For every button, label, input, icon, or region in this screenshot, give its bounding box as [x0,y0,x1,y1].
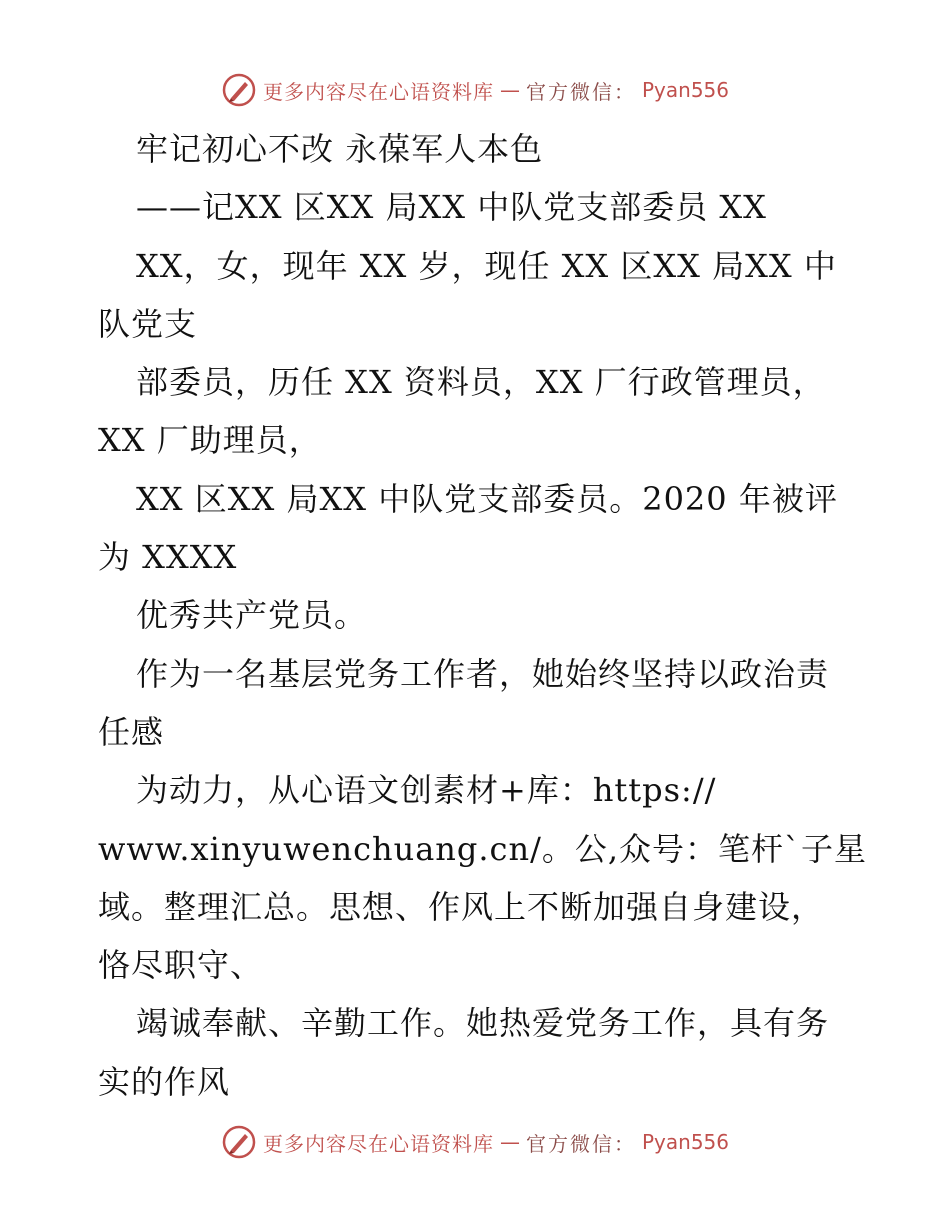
doc-line: 优秀共产党员。 [136,596,368,635]
doc-line: XX 厂助理员， [98,421,322,460]
banner-text: 更多内容尽在心语资料库 [262,79,494,104]
doc-line: 为动力，从心语文创素材+库：https:// [136,771,717,810]
doc-line: 队党支 [98,304,198,343]
banner-dash: — [499,1130,520,1154]
document-body [98,120,868,1111]
pen-logo-icon [221,1124,257,1160]
doc-line: 为 XXXX [98,538,238,577]
footer-banner [0,1124,950,1160]
banner-dash: — [499,78,520,102]
doc-line: 任感 [98,712,165,751]
doc-line: 实的作风 [98,1062,231,1101]
doc-line: 域。整理汇总。思想、作风上不断加强自身建设， [98,887,825,926]
banner-text: 更多内容尽在心语资料库 [262,1131,494,1156]
banner-wechat-id: Pyan556 [641,1130,729,1154]
banner-wechat-label: 官方微信： [525,1131,636,1156]
doc-line: 作为一名基层党务工作者，她始终坚持以政治责 [136,654,830,693]
doc-line: 部委员，历任 XX 资料员，XX 厂行政管理员， [136,363,826,402]
header-banner [0,72,950,108]
doc-line: XX，女，现年 XX 岁，现任 XX 区XX 局XX 中 [136,246,837,285]
pen-logo-icon [221,72,257,108]
doc-line: www.xinyuwenchuang.cn/。公,众号：笔杆`子星 [98,829,868,868]
doc-line: 竭诚奉献、辛勤工作。她热爱党务工作，具有务 [136,1004,830,1043]
doc-subtitle: ——记XX 区XX 局XX 中队党支部委员 XX [136,188,767,227]
banner-wechat-label: 官方微信： [525,79,636,104]
banner-wechat-id: Pyan556 [641,78,729,102]
doc-line: XX 区XX 局XX 中队党支部委员。2020 年被评 [136,479,838,518]
doc-line: 恪尽职守、 [98,946,264,985]
doc-title: 牢记初心不改 永葆军人本色 [136,130,544,168]
